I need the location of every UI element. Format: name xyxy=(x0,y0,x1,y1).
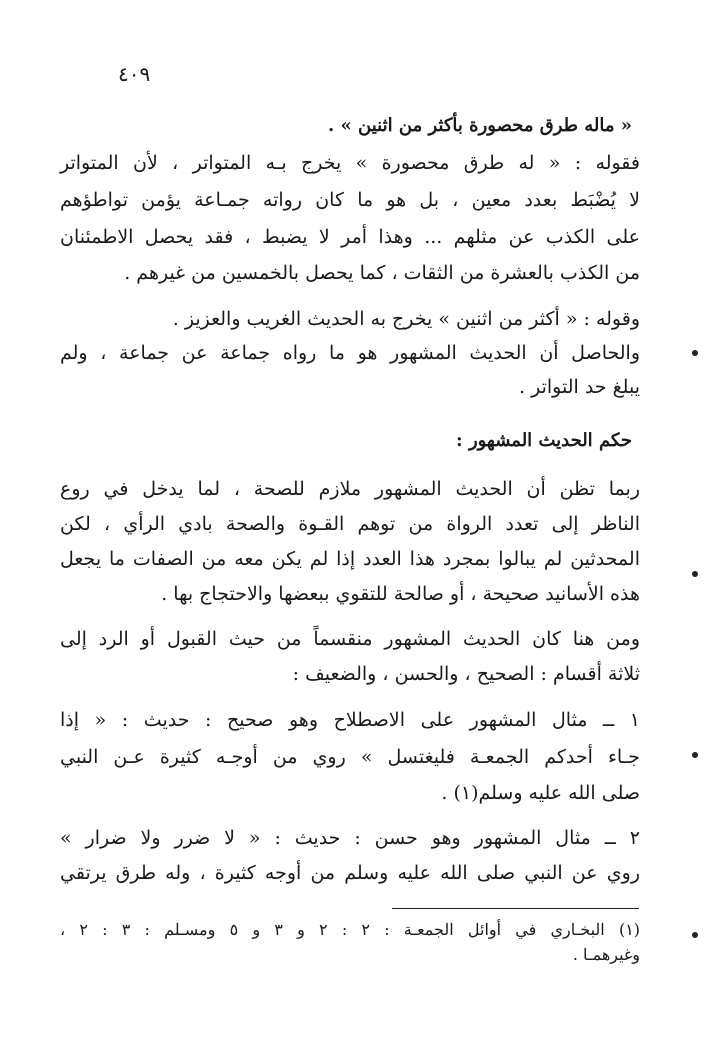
paragraph-line: ثلاثة أقسام : الصحيح ، والحسن ، والضعيف : xyxy=(292,663,640,685)
margin-mark xyxy=(692,571,698,577)
footnote-separator xyxy=(392,908,639,909)
paragraph-line: ومن هنا كان الحديث المشهور منقسماً من حيث القبول أو الرد إلى xyxy=(60,628,640,650)
paragraph-line: هذه الأسانيد صحيحة ، أو صالحة للتقوي ببعضها والاحتجاج بها . xyxy=(161,583,640,605)
footnote-line: (١) البخـاري في أوائل الجمعـة : ٢ : ٢ و ٣ و ٥ ومسـلم : ٣ : ٢ ، xyxy=(60,920,641,939)
footnote-line: وغيرهمـا . xyxy=(572,945,640,964)
paragraph-line: المحدثين لم يبالوا بمجرد هذا العدد إذا لم يكن معه من الصفات ما يجعل xyxy=(60,548,640,570)
page-number: ٤٠٩ xyxy=(118,62,151,86)
paragraph-line: وقوله : « أكثر من اثنين » يخرج به الحديث الغريب والعزيز . xyxy=(172,308,640,330)
paragraph-line: لا يُضْبَط بعدد معين ، بل هو ما كان رواته جمـاعة يؤمن تواطؤهم xyxy=(60,189,640,211)
paragraph-line: ربما تظن أن الحديث المشهور ملازم للصحة ، لما يدخل في روع xyxy=(60,478,640,500)
margin-mark xyxy=(692,752,698,758)
paragraph-line: من الكذب بالعشرة من الثقات ، كما يحصل بالخمسين من غيرهم . xyxy=(124,262,640,284)
paragraph-line: والحاصل أن الحديث المشهور هو ما رواه جماعة عن جماعة ، ولم xyxy=(60,342,640,364)
paragraph-line: ٢ ــ مثال المشهور وهو حسن : حديث : « لا ضرر ولا ضرار » xyxy=(60,827,640,849)
paragraph-line: جـاء أحدكم الجمعـة فليغتسل » روي من أوجـه كثيرة عـن النبي xyxy=(60,746,640,768)
paragraph-line: روي عن النبي صلى الله عليه وسلم من أوجه كثيرة ، وله طرق يرتقي xyxy=(60,862,640,884)
paragraph-line: ١ ــ مثال المشهور على الاصطلاح وهو صحيح : حديث : « إذا xyxy=(60,709,640,731)
paragraph-line: الناظر إلى تعدد الرواة من توهم القـوة والصحة بادي الرأي ، لكن xyxy=(60,513,640,535)
paragraph-line: صلى الله عليه وسلم(١) . xyxy=(441,782,640,804)
paragraph-line: على الكذب عن مثلهم ... وهذا أمر لا يضبط ، فقد يحصل الاطمئنان xyxy=(60,226,640,248)
margin-mark xyxy=(692,350,698,356)
paragraph-line: يبلغ حد التواتر . xyxy=(519,376,640,398)
section-heading: حكم الحديث المشهور : xyxy=(456,430,632,451)
margin-mark xyxy=(692,932,698,938)
section-heading: « ماله طرق محصورة بأكثر من اثنين » . xyxy=(327,115,632,136)
paragraph-line: فقوله : « له طرق محصورة » يخرج بـه المتواتر ، لأن المتواتر xyxy=(60,152,640,174)
